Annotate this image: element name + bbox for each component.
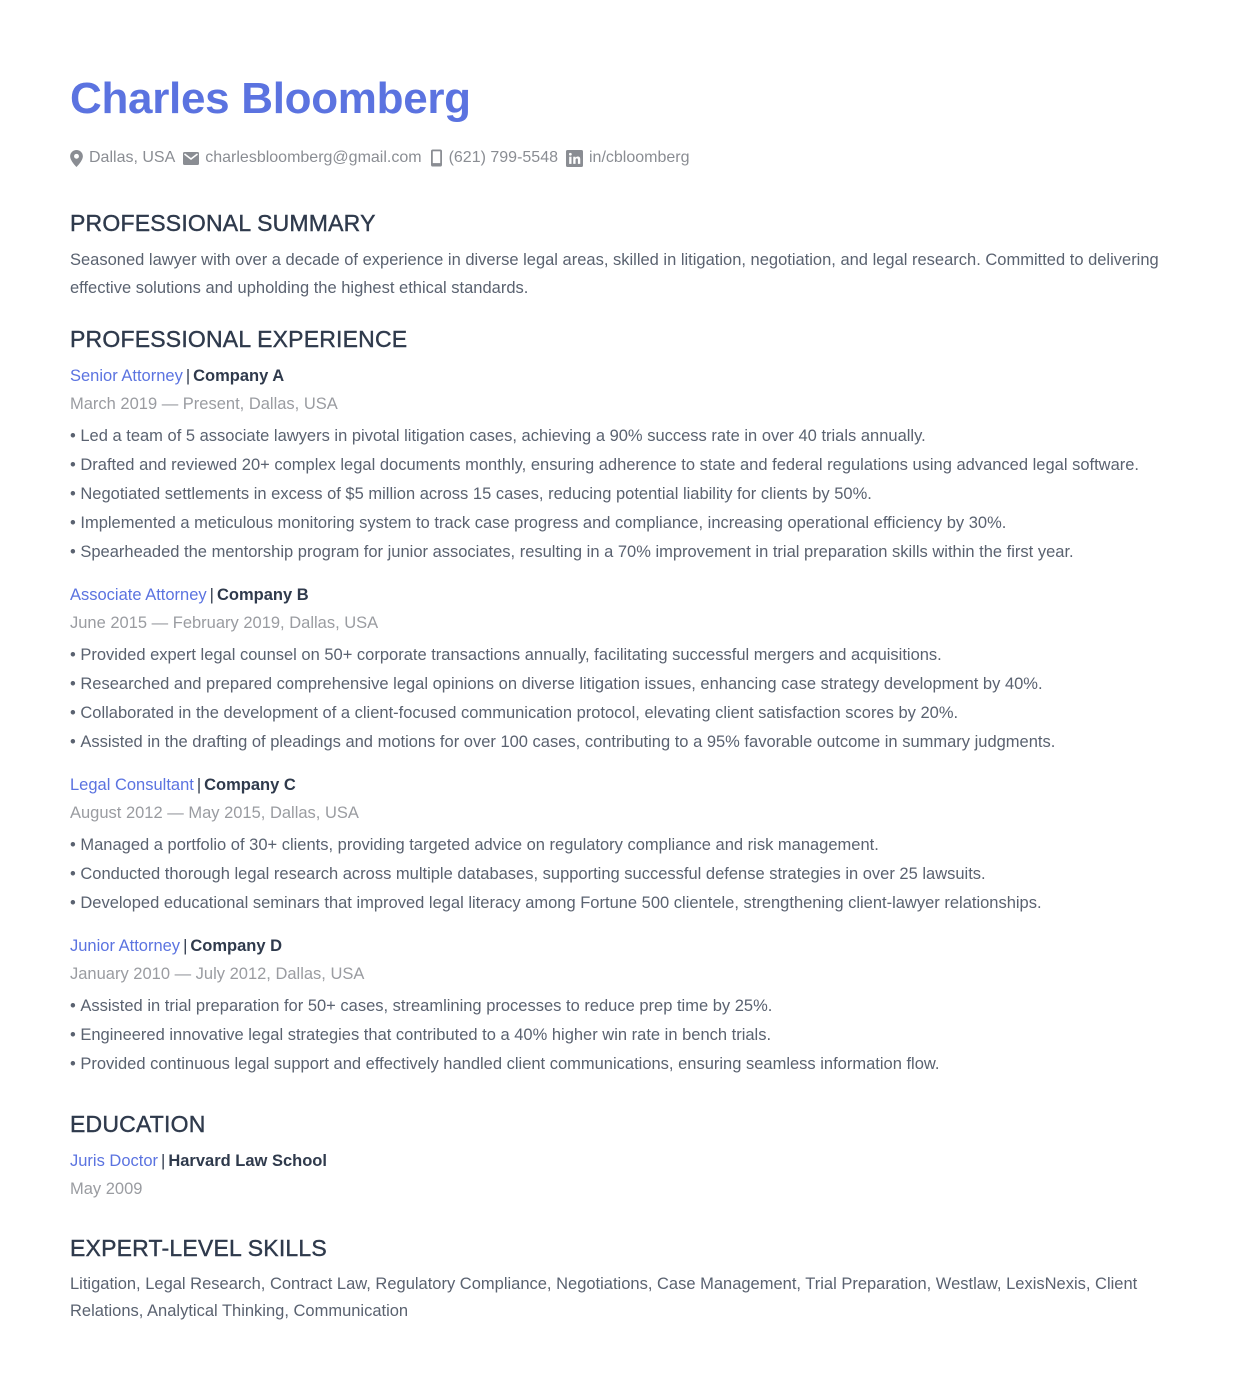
job-bullet: • Collaborated in the development of a client-focused communication protocol, elevating client satisfaction scores by 20%. <box>70 699 1180 728</box>
job-bullet: • Assisted in the drafting of pleadings and motions for over 100 cases, contributing to a 95% favorable outcome in summary judgments. <box>70 728 1180 757</box>
degree: Juris Doctor <box>70 1152 159 1170</box>
job-header <box>70 583 1180 607</box>
contact-location <box>70 149 175 167</box>
job-bullet: • Provided expert legal counsel on 50+ corporate transactions annually, facilitating successful mergers and acquisitions. <box>70 641 1180 670</box>
job-role: Senior Attorney <box>70 367 183 385</box>
job-entry <box>70 364 1180 567</box>
job-dates-location: January 2010 — July 2012, Dallas, USA <box>70 965 365 983</box>
job-role: Junior Attorney <box>70 937 181 955</box>
job-bullet: • Negotiated settlements in excess of $5 million across 15 cases, reducing potential liability for clients by 50%. <box>70 480 1180 509</box>
experience-heading: PROFESSIONAL EXPERIENCE <box>70 326 408 352</box>
job-bullet: • Managed a portfolio of 30+ clients, providing targeted advice on regulatory compliance and risk management. <box>70 831 1180 860</box>
job-separator: | <box>183 937 188 955</box>
job-bullet: • Provided continuous legal support and effectively handled client communications, ensuring seamless information flow. <box>70 1050 1180 1079</box>
job-dates-location: August 2012 — May 2015, Dallas, USA <box>70 804 359 822</box>
location-text: Dallas, USA <box>89 149 176 166</box>
job-bullet: • Researched and prepared comprehensive legal opinions on diverse litigation issues, enhancing case strategy development by 40%. <box>70 670 1180 699</box>
map-pin-icon <box>70 150 83 167</box>
job-bullets <box>70 641 1180 757</box>
contact-linkedin[interactable] <box>566 149 690 167</box>
mobile-phone-icon <box>430 149 443 167</box>
job-bullet: • Conducted thorough legal research across multiple databases, supporting successful defense strategies in over 25 lawsuits. <box>70 860 1180 889</box>
phone-text[interactable]: (621) 799-5548 <box>448 149 558 166</box>
job-company: Company D <box>190 937 283 955</box>
job-bullet: • Developed educational seminars that improved legal literacy among Fortune 500 clientele, strengthening client-lawyer relationships. <box>70 889 1180 918</box>
education-entry <box>70 1149 1180 1201</box>
linkedin-icon <box>566 150 583 167</box>
job-bullet: • Assisted in trial preparation for 50+ cases, streamlining processes to reduce prep time by 25%. <box>70 992 1180 1021</box>
summary-heading: PROFESSIONAL SUMMARY <box>70 210 376 236</box>
envelope-icon <box>183 152 199 165</box>
school: Harvard Law School <box>168 1152 327 1170</box>
job-bullet: • Engineered innovative legal strategies that contributed to a 40% higher win rate in bench trials. <box>70 1021 1180 1050</box>
job-bullet: • Implemented a meticulous monitoring system to track case progress and compliance, increasing operational efficiency by 30%. <box>70 509 1180 538</box>
summary-text: Seasoned lawyer with over a decade of experience in diverse legal areas, skilled in litigation, negotiation, and legal research. Committed to delivering effective solutions and upholding the highest ethical standards. <box>70 251 1159 297</box>
job-entry <box>70 934 1180 1079</box>
education-separator: | <box>161 1152 166 1170</box>
skills-heading: EXPERT-LEVEL SKILLS <box>70 1235 327 1261</box>
job-bullet: • Spearheaded the mentorship program for junior associates, resulting in a 70% improvement in trial preparation skills within the first year. <box>70 538 1180 567</box>
job-dates-location: March 2019 — Present, Dallas, USA <box>70 395 338 413</box>
job-bullet: • Led a team of 5 associate lawyers in pivotal litigation cases, achieving a 90% success rate in over 40 trials annually. <box>70 422 1180 451</box>
job-role: Associate Attorney <box>70 586 207 604</box>
candidate-name: Charles Bloomberg <box>70 74 471 123</box>
job-header <box>70 773 1180 797</box>
job-header <box>70 934 1180 958</box>
education-heading: EDUCATION <box>70 1111 206 1137</box>
job-company: Company B <box>216 586 309 604</box>
job-separator: | <box>196 776 202 794</box>
contact-email[interactable] <box>183 149 421 167</box>
job-bullet: • Drafted and reviewed 20+ complex legal documents monthly, ensuring adherence to state and federal regulations using advanced legal software. <box>70 451 1180 480</box>
job-separator: | <box>185 367 191 385</box>
education-date: May 2009 <box>70 1180 143 1198</box>
contact-line <box>70 146 1180 170</box>
job-bullets <box>70 831 1180 918</box>
linkedin-link[interactable]: in/cbloomberg <box>589 149 690 166</box>
job-separator: | <box>209 586 214 604</box>
education-header <box>70 1149 1180 1173</box>
job-header <box>70 364 1180 388</box>
skills-list: Litigation, Legal Research, Contract Law, Regulatory Compliance, Negotiations, Case Management, Trial Preparation, Westlaw, LexisNexis, Client Relations, Analytical Thinking, Communication <box>70 1275 1138 1320</box>
job-bullets <box>70 422 1180 567</box>
contact-phone[interactable] <box>430 149 558 167</box>
job-dates-location: June 2015 — February 2019, Dallas, USA <box>70 614 379 632</box>
job-company: Company C <box>204 776 296 794</box>
email-link[interactable]: charlesbloomberg@gmail.com <box>205 149 422 166</box>
resume-page <box>70 72 1180 1325</box>
job-entry <box>70 583 1180 757</box>
job-entry <box>70 773 1180 918</box>
job-role: Legal Consultant <box>70 776 194 794</box>
job-company: Company A <box>193 367 285 385</box>
job-bullets <box>70 992 1180 1079</box>
